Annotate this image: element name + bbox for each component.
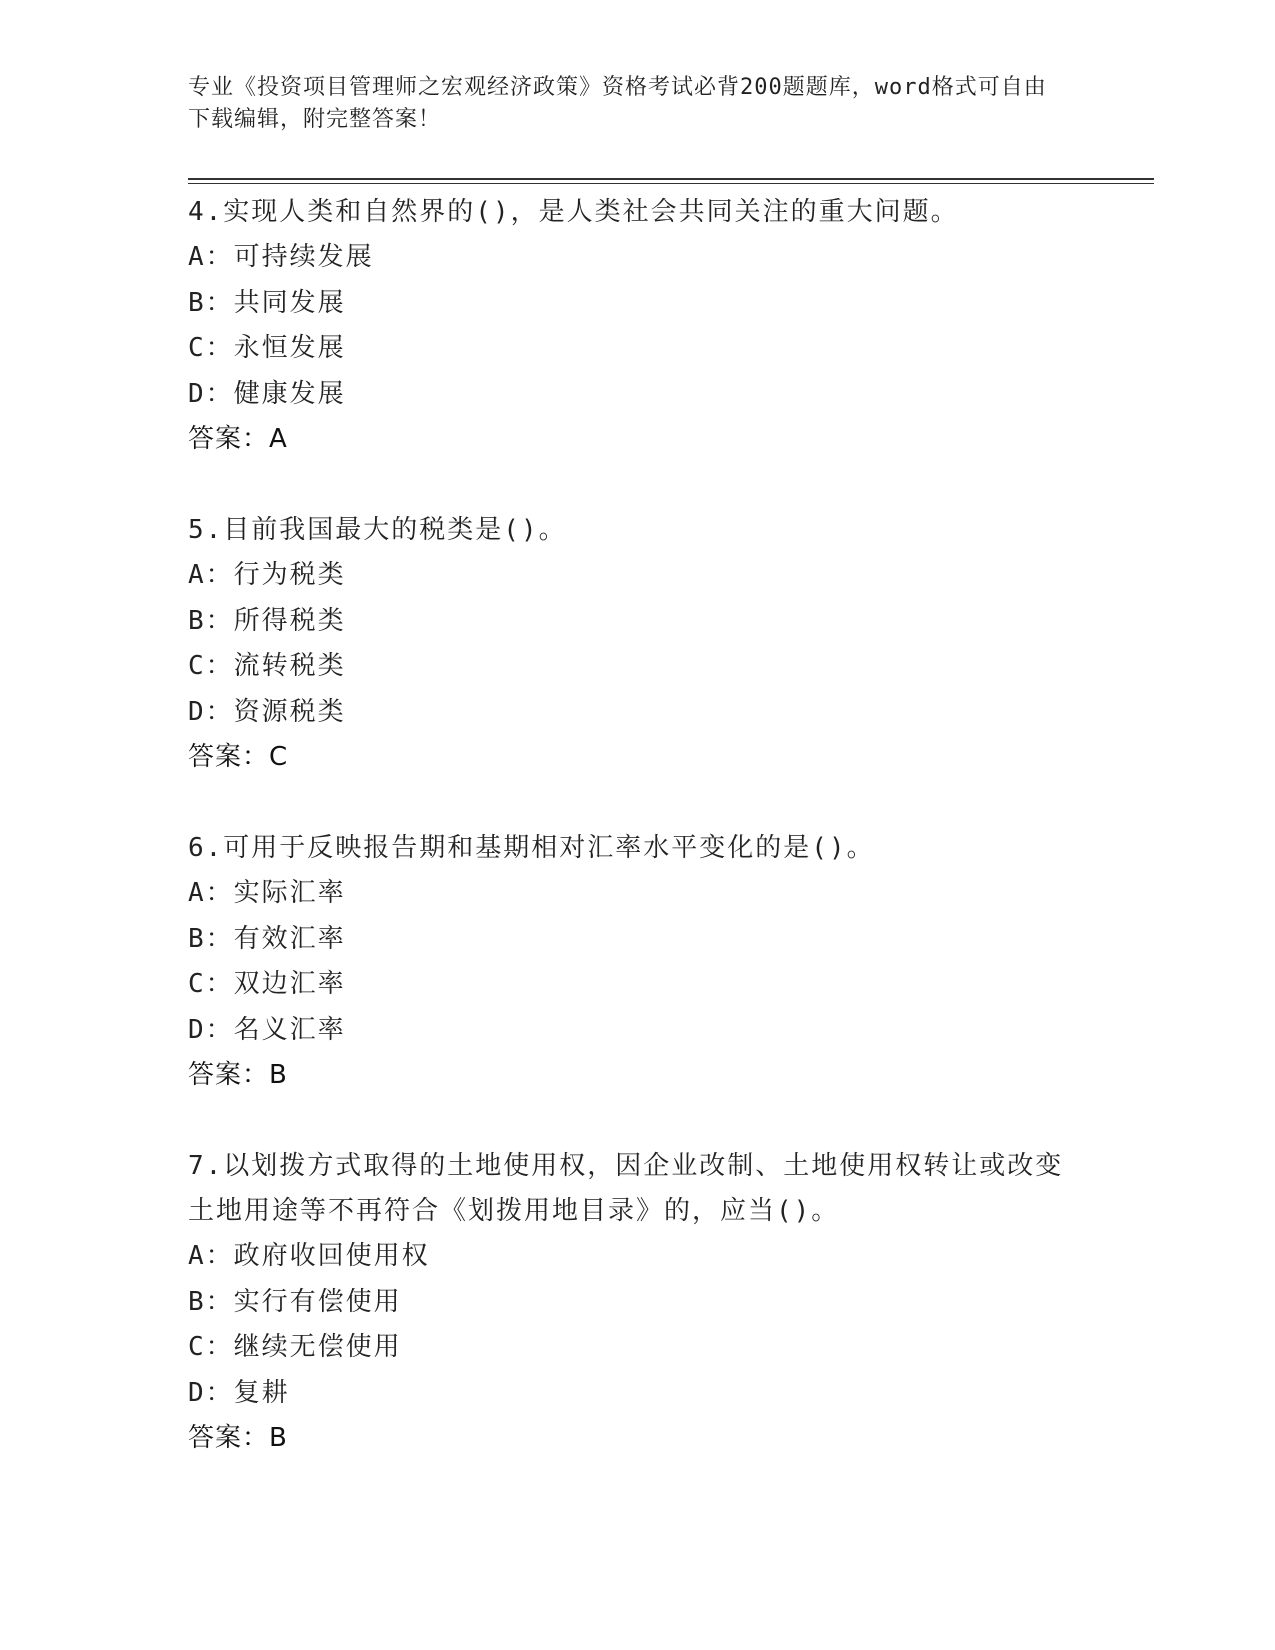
option-a: A：政府收回使用权 xyxy=(188,1241,430,1271)
option-c: C：永恒发展 xyxy=(188,333,346,363)
option-a: A：可持续发展 xyxy=(188,242,374,272)
question-list xyxy=(188,190,1088,1507)
question-6 xyxy=(188,826,1088,1098)
document-header: 专业《投资项目管理师之宏观经济政策》资格考试必背200题题库，word格式可自由下载编辑，附完整答案！ xyxy=(188,75,1047,132)
question-4 xyxy=(188,190,1088,462)
option-b: B：共同发展 xyxy=(188,287,346,318)
option-b: B：有效汇率 xyxy=(188,923,346,954)
question-5 xyxy=(188,508,1088,780)
option-d: D：名义汇率 xyxy=(188,1014,346,1045)
answer-label: 答案：B xyxy=(188,1423,288,1453)
header-rule-thin xyxy=(188,183,1154,184)
answer-label: 答案：A xyxy=(188,424,288,454)
header-rule-thick xyxy=(188,178,1154,180)
question-7 xyxy=(188,1144,1088,1461)
option-c: C：双边汇率 xyxy=(188,969,346,999)
answer-label: 答案：B xyxy=(188,1060,288,1090)
question-stem: 7.以划拨方式取得的土地使用权，因企业改制、土地使用权转让或改变土地用途等不再符合《划拨用地目录》的，应当()。 xyxy=(188,1151,1064,1226)
option-d: D：复耕 xyxy=(188,1377,290,1408)
answer-label: 答案：C xyxy=(188,742,289,772)
option-b: B：实行有偿使用 xyxy=(188,1286,402,1317)
question-stem: 4.实现人类和自然界的()，是人类社会共同关注的重大问题。 xyxy=(188,197,959,227)
option-a: A：实际汇率 xyxy=(188,878,346,908)
option-b: B：所得税类 xyxy=(188,605,346,636)
question-stem: 5.目前我国最大的税类是()。 xyxy=(188,515,567,545)
option-d: D：健康发展 xyxy=(188,378,346,409)
option-d: D：资源税类 xyxy=(188,696,346,727)
option-a: A：行为税类 xyxy=(188,560,346,590)
option-c: C：继续无偿使用 xyxy=(188,1332,402,1362)
option-c: C：流转税类 xyxy=(188,651,346,681)
question-stem: 6.可用于反映报告期和基期相对汇率水平变化的是()。 xyxy=(188,833,875,863)
